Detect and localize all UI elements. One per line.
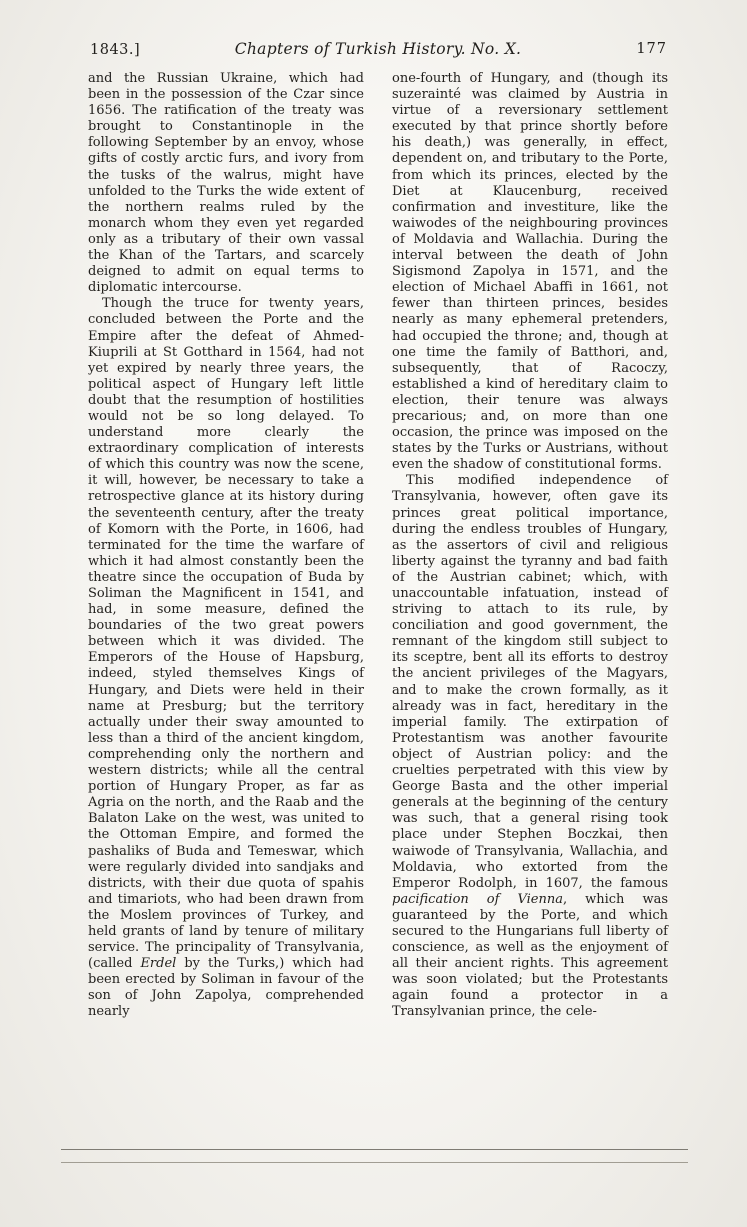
paragraph (88, 71, 364, 296)
text-segment: This modified independence of Transylvania, however, often gave its princes great political importance, during the endless troubles of Hungary, as the assertors of civil and religious liberty against the tyranny and bad faith of the Austrian cabinet; which, with unaccountable infatuation, instead of striving to attach to its rule, by conciliation and good government, the remnant of the kingdom still subject to its sceptre, bent all its efforts to destroy the ancient privileges of the Magyars, and to make the crown formally, as it already was in fact, hereditary in the imperial family. The extirpation of Protestantism was another favourite object of Austrian policy: and the cruelties perpetrated with this view by George Basta and the other imperial generals at the beginning of the century was such, that a general rising took place under Stephen Boczkai, then waiwode of Transylvania, Wallachia, and Moldavia, who extorted from the Emperor Rodolph, in 1607, the famous (392, 473, 668, 891)
italic-text-segment: Erdel (140, 956, 177, 972)
page-number: 177 (636, 41, 667, 57)
scan-artifact-line (61, 1162, 688, 1163)
paragraph (88, 296, 364, 1020)
right-column (392, 71, 668, 1021)
text-segment: Though the truce for twenty years, concluded between the Porte and the Empire after the defeat of Ahmed-Kiuprili at St Gotthard in 1564, had not yet expired by nearly three years, the political aspect of Hungary left little doubt that the resumption of hostilities would not be so long delayed. To understand more clearly the extraordinary complication of interests of which this country was now the scene, it will, however, be necessary to take a retrospective glance at its history during the seventeenth century, after the treaty of Komorn with the Porte, in 1606, had terminated for the time the warfare of which it had almost constantly been the theatre since the occupation of Buda by Soliman the Magnificent in 1541, and had, in some measure, defined the boundaries of the two great powers between which it was divided. The Emperors of the House of Hapsburg, indeed, styled themselves Kings of Hungary, and Diets were held in their name at Presburg; but the territory actually under their sway amounted to less than a third of the ancient kingdom, comprehending only the northern and western districts; while all the central portion of Hungary Proper, as far as Agria on the north, and the Raab and the Balaton Lake on the west, was united to the Ottoman Empire, and formed the pashaliks of Buda and Temeswar, which were regularly divided into sandjaks and districts, with their due quota of spahis and timariots, who had been drawn from the Moslem provinces of Turkey, and held grants of land by tenure of military service. The principality of Transylvania, (called (88, 296, 364, 972)
header-year: 1843.] (90, 42, 141, 58)
paragraph (392, 71, 668, 473)
text-segment: , which was guaranteed by the Porte, and which secured to the Hungarians full liberty of conscience, as well as the enjoyment of all their ancient rights. This agreement was soon violated; but the Protestants again found a protector in a Transylvanian prince, the cele- (392, 891, 668, 1020)
text-segment: and the Russian Ukraine, which had been in the possession of the Czar since 1656. The ratification of the treaty was brought to Constantinople in the following September by an envoy, whose gifts of costly arctic furs, and ivory from the tusks of the walrus, might have unfolded to the Turks the wide extent of the northern realms ruled by the monarch whom they even yet regarded only as a tributary of their own vassal the Khan of the Tartars, and scarcely deigned to admit on equal terms to diplomatic intercourse. (88, 71, 364, 296)
text-segment: one-fourth of Hungary, and (though its suzerainté was claimed by Austria in virtue of a reversionary settlement executed by that prince shortly before his death,) was generally, in effect, dependent on, and tributary to the Porte, from which its princes, elected by the Diet at Klaucenburg, received confirmation and investiture, like the waiwodes of the neighbouring provinces of Moldavia and Wallachia. During the interval between the death of John Sigismond Zapolya in 1571, and the election of Michael Abaffi in 1661, not fewer than thirteen princes, besides nearly as many ephemeral pretenders, had occupied the throne; and, though at one time the family of Batthori, and, subsequently, that of Racoczy, established a kind of hereditary claim to election, their tenure was always precarious; and, on more than one occasion, the prince was imposed on the states by the Turks or Austrians, without even the shadow of constitutional forms. (392, 71, 668, 473)
text-columns (88, 71, 668, 1021)
page-header (88, 40, 668, 62)
header-title: Chapters of Turkish History. No. X. (234, 40, 522, 58)
text-segment: by the Turks,) which had been erected by Soliman in favour of the son of John Zapolya, comprehended nearly (88, 956, 364, 1020)
scan-artifact-line (61, 1149, 688, 1150)
italic-text-segment: pacification of Vienna (392, 891, 563, 907)
left-column (88, 71, 364, 1021)
paragraph (392, 473, 668, 1020)
